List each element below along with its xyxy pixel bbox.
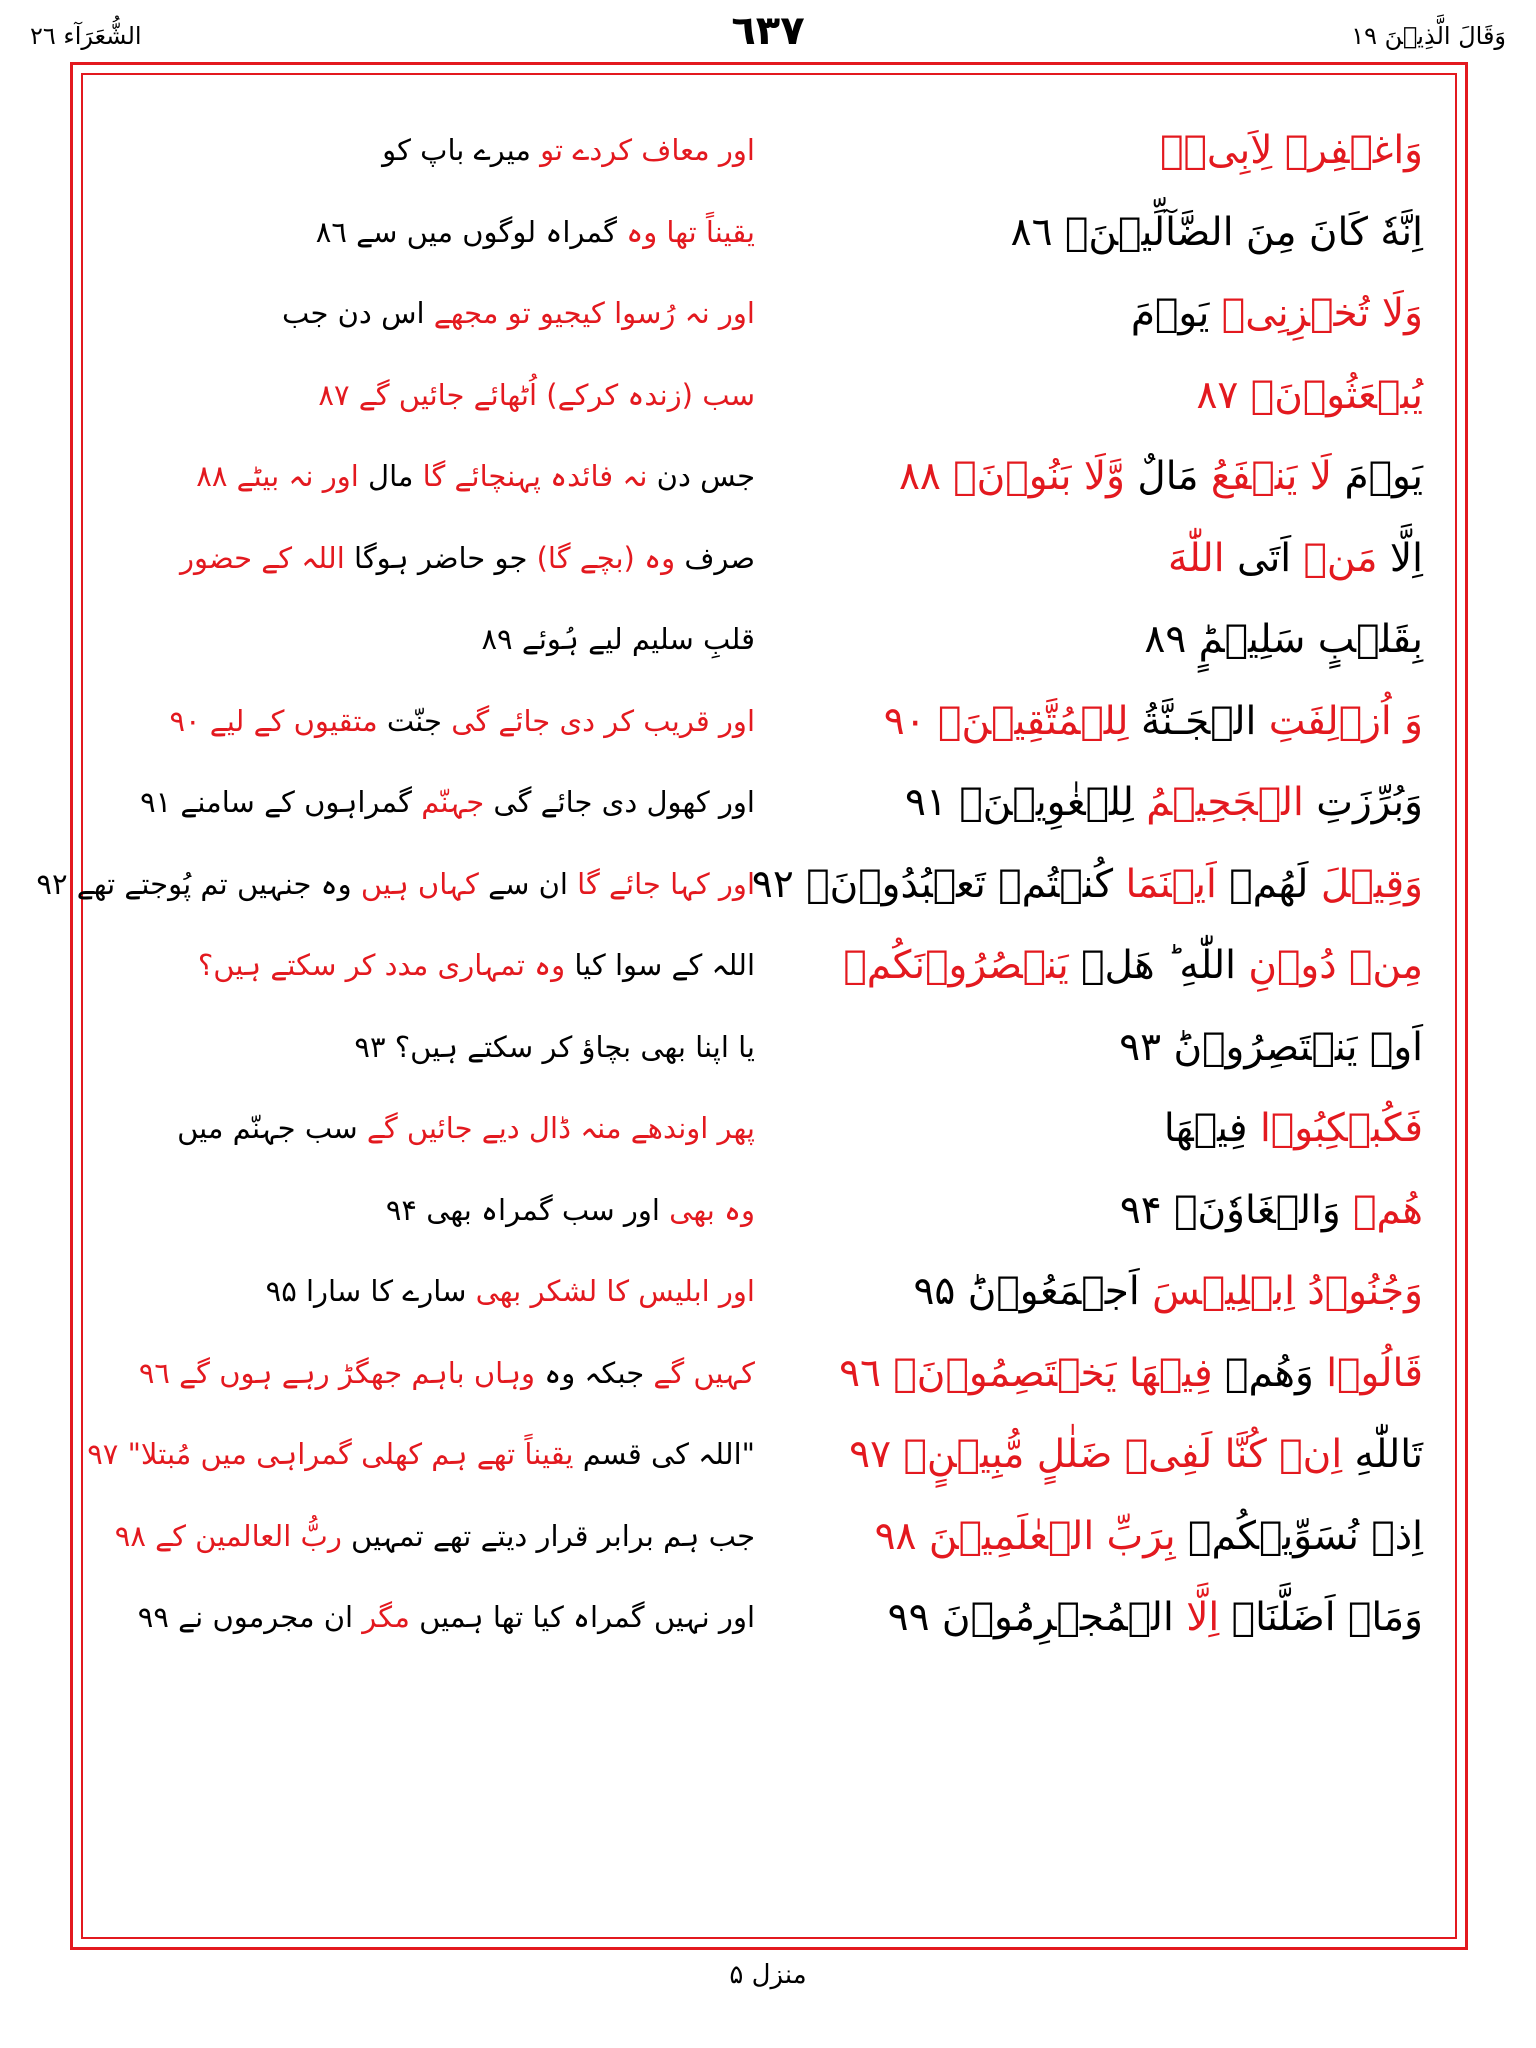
verse-row bbox=[81, 436, 1457, 518]
translation-word: قلبِ سلیم لیے ہُوئے ۸۹ bbox=[481, 622, 755, 656]
urdu-translation bbox=[115, 1170, 755, 1251]
urdu-translation bbox=[115, 1251, 755, 1332]
translation-word: وہ تمہاری مدد کر سکتے ہیں؟ bbox=[197, 948, 575, 982]
verse-row bbox=[81, 273, 1457, 355]
arabic-verse bbox=[803, 925, 1423, 1006]
arabic-word: الۡجَـنَّةُ bbox=[1140, 698, 1269, 744]
page-header bbox=[0, 0, 1536, 70]
arabic-verse bbox=[803, 1577, 1423, 1658]
translation-word: جب ہم برابر قرار دیتے تھے تمہیں bbox=[351, 1518, 755, 1553]
urdu-translation bbox=[115, 599, 755, 680]
arabic-word: لِلۡمُتَّقِيۡنَۙ ۹۰ bbox=[883, 698, 1141, 744]
urdu-translation bbox=[115, 273, 755, 354]
arabic-word: وَقِيۡلَ bbox=[1320, 861, 1423, 907]
arabic-verse bbox=[803, 681, 1423, 762]
arabic-word: وَ اُزۡلِفَتِ bbox=[1268, 698, 1423, 744]
arabic-word: الۡمُجۡرِمُوۡنَ ۹۹ bbox=[887, 1595, 1187, 1640]
arabic-word: مِنۡ دُوۡنِ bbox=[1248, 943, 1423, 988]
arabic-word: اللّٰهِ ؕ هَلۡ bbox=[1081, 943, 1249, 988]
urdu-translation bbox=[115, 355, 755, 436]
arabic-word: وَهُمۡ bbox=[1225, 1350, 1327, 1396]
verse-row bbox=[81, 1007, 1457, 1089]
arabic-word: قَالُوۡا bbox=[1326, 1350, 1423, 1396]
translation-word: مگر bbox=[362, 1600, 420, 1634]
verse-row bbox=[81, 1577, 1457, 1659]
arabic-word: بِقَلۡبٍ سَلِيۡمٍؕ ۸۹ bbox=[1144, 617, 1423, 662]
translation-word: اللہ کے حضور bbox=[180, 540, 355, 575]
arabic-word: يَخۡتَصِمُوۡنَۙ ۹٦ bbox=[839, 1350, 1129, 1396]
arabic-verse bbox=[803, 1414, 1423, 1495]
arabic-verse bbox=[803, 1170, 1423, 1251]
translation-word: جہنّم میں bbox=[177, 1111, 305, 1145]
arabic-verse bbox=[803, 110, 1423, 191]
arabic-verse bbox=[803, 1496, 1423, 1577]
verse-row bbox=[81, 1088, 1457, 1170]
translation-word: مال bbox=[368, 459, 423, 493]
arabic-verse bbox=[803, 1088, 1423, 1169]
translation-word: کہاں ہیں bbox=[360, 866, 489, 901]
urdu-translation bbox=[115, 762, 755, 843]
arabic-verse bbox=[803, 192, 1423, 273]
translation-word: جہنّم bbox=[421, 785, 494, 819]
verse-rows bbox=[36, 110, 1457, 1659]
arabic-word: اِلَّا bbox=[1186, 1595, 1232, 1640]
arabic-word: وَاغۡفِرۡ لِاَبِیۡۤ bbox=[1160, 128, 1423, 173]
verse-row bbox=[81, 762, 1457, 844]
arabic-word: وَّلَا بَنُوۡنَۙ ۸۸ bbox=[898, 454, 1138, 499]
arabic-word: يَنۡصُرُوۡنَكُمۡ bbox=[843, 943, 1082, 988]
arabic-verse bbox=[803, 1251, 1423, 1332]
verse-row bbox=[81, 110, 1457, 192]
verse-row bbox=[81, 681, 1457, 763]
translation-word: اور نہ رُسوا کیجیو تو مجھے bbox=[433, 296, 755, 330]
translation-word: اور نہیں گمراہ کیا تھا ہمیں bbox=[419, 1600, 755, 1634]
translation-word: نہ فائدہ پہنچائے گا bbox=[422, 459, 657, 493]
page-number: ٦٣٧ bbox=[731, 8, 805, 54]
translation-word: اور ابلیس کا لشکر بھی bbox=[475, 1274, 755, 1308]
arabic-word: مَالٌ bbox=[1137, 454, 1211, 499]
translation-word: باہم جھگڑ رہے ہوں گے ۹٦ bbox=[138, 1355, 474, 1390]
arabic-word: لَا يَنۡفَعُ bbox=[1210, 454, 1345, 499]
translation-word: جس دن bbox=[656, 459, 755, 493]
translation-word: سارے کا سارا ۹۵ bbox=[265, 1274, 476, 1308]
arabic-word: اِبۡلِيۡسَ bbox=[1152, 1269, 1308, 1314]
urdu-translation bbox=[87, 1414, 755, 1495]
verse-row bbox=[81, 355, 1457, 437]
arabic-word: وَالۡغَاوٗنَۙ ۹۴ bbox=[1119, 1187, 1354, 1233]
translation-word: تھے ہم کھلی گمراہی میں مُبتلا" ۹۷ bbox=[87, 1437, 525, 1471]
arabic-word: اَيۡنَمَا bbox=[1125, 861, 1230, 907]
arabic-verse bbox=[803, 762, 1423, 843]
arabic-word: هُمۡ bbox=[1353, 1187, 1423, 1233]
arabic-word: اِنۡ كُنَّا لَفِىۡ bbox=[1124, 1432, 1355, 1477]
arabic-word: اَجۡمَعُوۡنَؕ ۹۵ bbox=[913, 1269, 1153, 1314]
translation-word: اور کہا جائے گا bbox=[577, 866, 755, 901]
translation-word: ربُّ العالمین کے ۹۸ bbox=[114, 1518, 352, 1553]
verse-row bbox=[81, 1496, 1457, 1578]
arabic-word: اللّٰهَ bbox=[1168, 535, 1237, 581]
arabic-verse bbox=[803, 599, 1423, 680]
arabic-word: وَجُنُوۡدُ bbox=[1307, 1269, 1423, 1314]
verse-row bbox=[81, 1251, 1457, 1333]
urdu-translation bbox=[36, 844, 755, 925]
translation-word: یا اپنا بھی بچاؤ کر سکتے ہیں؟ ۹۳ bbox=[354, 1029, 755, 1064]
verse-row bbox=[81, 192, 1457, 274]
translation-word: ان مجرموں نے ۹۹ bbox=[137, 1600, 363, 1634]
arabic-word: فِيۡهَا bbox=[1163, 1106, 1260, 1151]
arabic-word: فِيۡهَا bbox=[1128, 1350, 1226, 1396]
arabic-verse bbox=[803, 436, 1423, 517]
urdu-translation bbox=[115, 681, 755, 762]
urdu-translation bbox=[115, 1007, 755, 1088]
arabic-word: اِلَّا bbox=[1389, 535, 1423, 581]
translation-word: وہ جنہیں تم پُوجتے تھے ۹۲ bbox=[36, 866, 361, 901]
arabic-verse bbox=[803, 1007, 1423, 1088]
translation-word: اس دن جب bbox=[282, 296, 434, 330]
translation-word: اللہ کے سوا کیا bbox=[574, 948, 755, 982]
translation-word: یقیناً تھا وہ bbox=[626, 214, 755, 249]
translation-word: جبکہ وہ bbox=[544, 1355, 654, 1390]
urdu-translation bbox=[115, 192, 755, 273]
urdu-translation bbox=[115, 518, 755, 599]
translation-word: صرف bbox=[684, 540, 755, 575]
translation-word: اور نہ بیٹے ۸۸ bbox=[196, 459, 368, 493]
urdu-translation bbox=[115, 1496, 755, 1577]
verse-row bbox=[81, 599, 1457, 681]
manzil-label: منزل ۵ bbox=[729, 1960, 807, 1990]
translation-word: وہاں bbox=[473, 1355, 545, 1390]
translation-word: گمراہوں کے سامنے ۹۱ bbox=[140, 785, 422, 819]
arabic-word: تَاللّٰهِ bbox=[1354, 1432, 1423, 1477]
arabic-word: وَبُرِّزَتِ bbox=[1316, 780, 1423, 825]
arabic-word: وَلَا تُخۡزِنِیۡ bbox=[1221, 291, 1423, 336]
arabic-verse bbox=[803, 518, 1423, 599]
translation-word: سب (زندہ کرکے) اُٹھائے جائیں گے ۸۷ bbox=[318, 377, 755, 412]
arabic-word: يَوۡمَ bbox=[1344, 454, 1423, 499]
verse-row bbox=[81, 1414, 1457, 1496]
arabic-word: مَنۡ bbox=[1303, 535, 1390, 581]
translation-word: متقیوں کے لیے ۹۰ bbox=[169, 703, 387, 738]
translation-word: وہ بھی bbox=[669, 1192, 755, 1227]
translation-word: جو حاضر ہوگا bbox=[354, 540, 537, 575]
translation-word: کہیں گے bbox=[653, 1355, 755, 1390]
arabic-word: لَهُمۡ bbox=[1229, 861, 1321, 907]
translation-word: جنّت bbox=[386, 703, 452, 738]
translation-word: گمراہ لوگوں میں سے ۸٦ bbox=[315, 214, 627, 249]
arabic-word: فَكُبۡكِبُوۡا bbox=[1259, 1106, 1423, 1151]
arabic-word: يُبۡعَثُوۡنَۙ ۸۷ bbox=[1196, 372, 1423, 418]
verse-row bbox=[81, 518, 1457, 600]
arabic-verse bbox=[803, 355, 1423, 436]
arabic-word: اَتَى bbox=[1236, 535, 1304, 581]
arabic-word: اِذۡ نُسَوِّيۡكُمۡ bbox=[1188, 1513, 1423, 1559]
translation-word: یقیناً bbox=[524, 1437, 583, 1471]
surah-name: الشُّعَرَآء ۲٦ bbox=[30, 22, 142, 50]
arabic-word: كُنۡتُمۡ تَعۡبُدُوۡنَۙ ۹۲ bbox=[751, 861, 1126, 907]
arabic-verse bbox=[803, 273, 1423, 354]
arabic-word: الۡجَحِيۡمُ bbox=[1146, 780, 1317, 825]
translation-word: اور سب گمراہ بھی ۹۴ bbox=[385, 1192, 670, 1227]
translation-word: اور کھول دی جائے گی bbox=[493, 785, 755, 819]
translation-word: وہ (بچے گا) bbox=[536, 540, 685, 575]
translation-word: سب bbox=[304, 1111, 367, 1145]
arabic-word: لِلۡغٰوِيۡنَۙ ۹۱ bbox=[905, 780, 1147, 825]
verse-row bbox=[81, 1170, 1457, 1252]
arabic-verse bbox=[751, 844, 1423, 925]
verse-row bbox=[36, 844, 1457, 926]
juz-name: وَقَالَ الَّذِيۡنَ ۱۹ bbox=[1351, 22, 1506, 50]
urdu-translation bbox=[115, 436, 755, 517]
translation-word: اور معاف کردے تو bbox=[540, 133, 755, 167]
translation-word: ان سے bbox=[488, 866, 578, 901]
verse-row bbox=[81, 925, 1457, 1007]
arabic-word: وَمَاۤ اَضَلَّنَاۤ bbox=[1231, 1595, 1423, 1640]
urdu-translation bbox=[115, 1333, 755, 1414]
urdu-translation bbox=[115, 1577, 755, 1658]
translation-word: میرے باپ کو bbox=[382, 133, 541, 167]
translation-word: اور قریب کر دی جائے گی bbox=[451, 703, 755, 738]
urdu-translation bbox=[115, 1088, 755, 1169]
urdu-translation bbox=[115, 925, 755, 1006]
arabic-verse bbox=[803, 1333, 1423, 1414]
urdu-translation bbox=[115, 110, 755, 191]
translation-word: پھر اوندھے منہ ڈال دیے جائیں گے bbox=[366, 1111, 755, 1145]
arabic-word: يَوۡمَ bbox=[1130, 291, 1222, 336]
arabic-word: اَوۡ يَنۡتَصِرُوۡنَؕ ۹۳ bbox=[1119, 1024, 1423, 1070]
verse-row bbox=[81, 1333, 1457, 1415]
arabic-word: اِنَّهٗ كَانَ مِنَ الضَّآلِّيۡنَۙ ۸٦ bbox=[1010, 209, 1423, 255]
arabic-word: بِرَبِّ الۡعٰلَمِيۡنَ ۹۸ bbox=[874, 1513, 1189, 1559]
translation-word: "اللہ کی قسم bbox=[582, 1437, 755, 1471]
arabic-word: ضَلٰلٍ مُّبِيۡنٍۙ ۹۷ bbox=[849, 1432, 1125, 1477]
